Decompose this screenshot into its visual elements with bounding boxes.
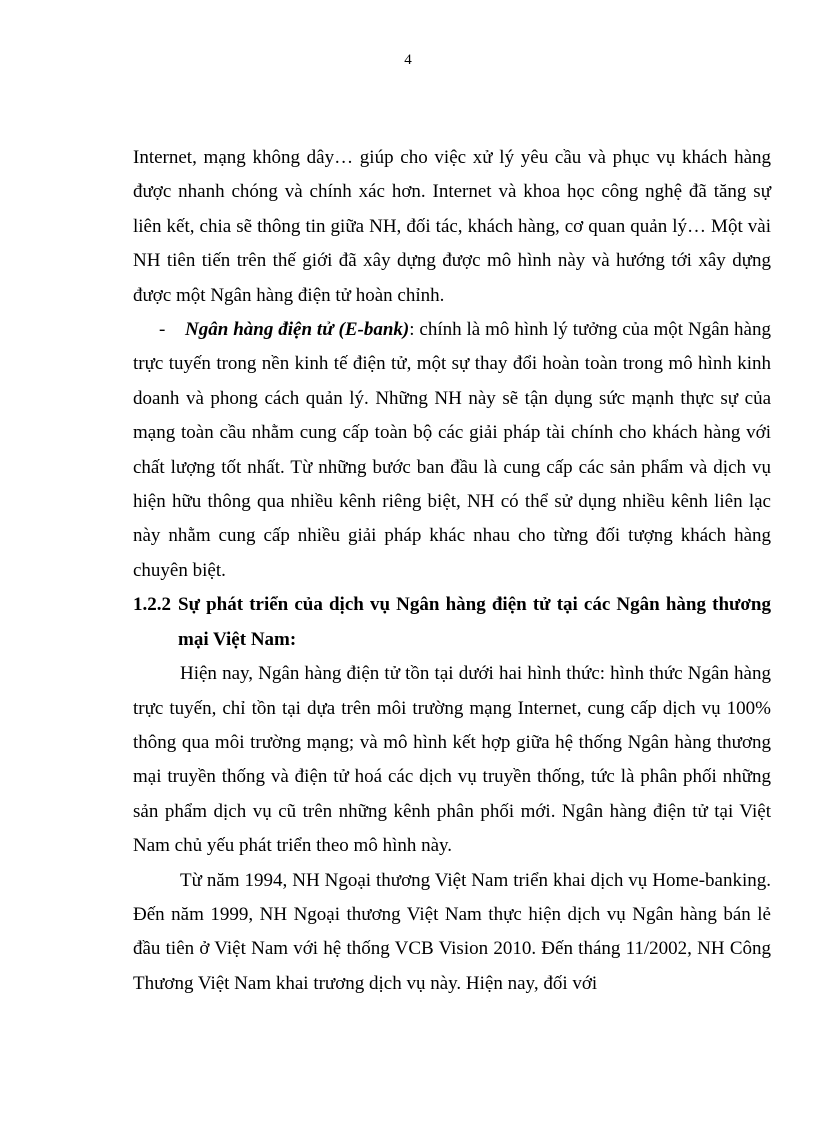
section-heading bbox=[133, 588, 771, 657]
paragraph-internet: Internet, mạng không dây… giúp cho việc xử lý yêu cầu và phục vụ khách hàng được nhanh chóng và chính xác hơn. Internet và khoa học công nghệ đã tăng sự liên kết, chia sẽ thông tin giữa NH, đối tác, khách hàng, cơ quan quản lý… Một vài NH tiên tiến trên thế giới đã xây dựng được mô hình này và hướng tới xây dựng được một Ngân hàng điện tử hoàn chỉnh. bbox=[133, 147, 771, 306]
section-number: 1.2.2 bbox=[133, 594, 171, 616]
paragraph-forms: Hiện nay, Ngân hàng điện tử tồn tại dưới hai hình thức: hình thức Ngân hàng trực tuyến, chỉ tồn tại dựa trên môi trường mạng Internet, cung cấp dịch vụ 100% thông qua môi trường mạng; và mô hình kết hợp giữa hệ thống Ngân hàng thương mại truyền thống và điện tử hoá các dịch vụ truyền thống, tức là phân phối những sản phẩm dịch vụ cũ trên những kênh phân phối mới. Ngân hàng điện tử tại Việt Nam chủ yếu phát triển theo mô hình này. bbox=[133, 663, 771, 857]
section-title: Sự phát triển của dịch vụ Ngân hàng điện tử tại các Ngân hàng thương mại Việt Nam: bbox=[178, 594, 771, 650]
page-number: 4 bbox=[404, 52, 412, 68]
paragraph-history: Từ năm 1994, NH Ngoại thương Việt Nam triển khai dịch vụ Home-banking. Đến năm 1999, NH Ngoại thương Việt Nam thực hiện dịch vụ Ngân hàng bán lẻ đầu tiên ở Việt Nam với hệ thống VCB Vision 2010. Đến tháng 11/2002, NH Công Thương Việt Nam khai trương dịch vụ này. Hiện nay, đối với bbox=[133, 869, 771, 994]
bullet-term: Ngân hàng điện tử (E-bank) bbox=[185, 319, 410, 341]
document-body bbox=[133, 141, 771, 1001]
bullet-text: : chính là mô hình lý tưởng của một Ngân hàng trực tuyến trong nền kinh tế điện tử, một sự thay đổi hoàn toàn trong mô hình kinh doanh và phong cách quản lý. Những NH này sẽ tận dụng sức mạnh thực sự của mạng toàn cầu nhằm cung cấp toàn bộ các giải pháp tài chính cho khách hàng với chất lượng tốt nhất. Từ những bước ban đầu là cung cấp các sản phẩm và dịch vụ hiện hữu thông qua nhiều kênh riêng biệt, NH có thể sử dụng nhiều kênh liên lạc này nhằm cung cấp nhiều giải pháp khác nhau cho từng đối tượng khách hàng chuyên biệt. bbox=[133, 319, 771, 581]
bullet-dash: - bbox=[159, 319, 166, 341]
bullet-ebank bbox=[133, 313, 771, 588]
